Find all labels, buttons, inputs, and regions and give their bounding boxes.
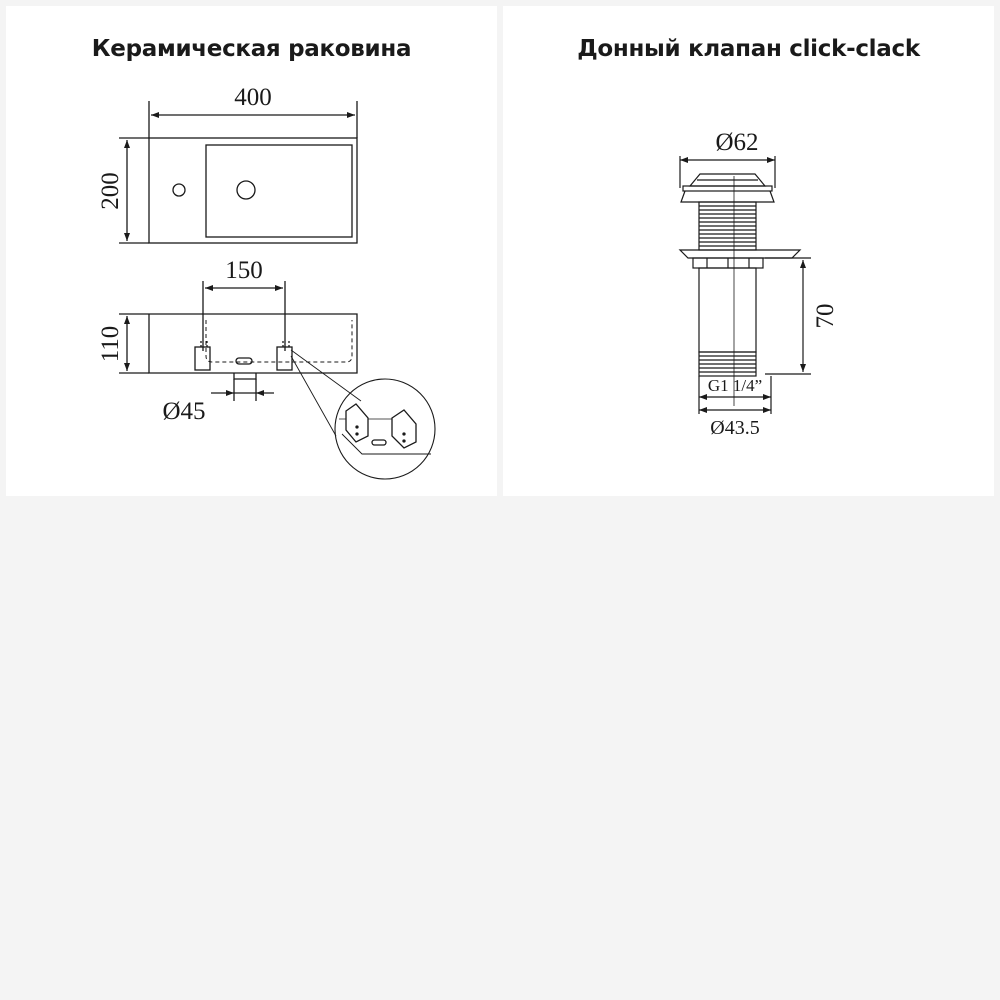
valve-title: Донный клапан click-clack bbox=[577, 36, 920, 62]
spacing-dim-label: 150 bbox=[225, 257, 263, 284]
sink-top-outline bbox=[149, 138, 357, 243]
length-dim-label: 70 bbox=[812, 303, 839, 329]
top-dim-label: Ø62 bbox=[715, 129, 759, 156]
sink-panel bbox=[6, 6, 497, 496]
thread-dim-label: G1 1/4” bbox=[707, 376, 763, 395]
bottom-dim-label: Ø43.5 bbox=[710, 417, 760, 439]
valve-tail-pipe bbox=[699, 268, 756, 352]
depth-dim-label: 200 bbox=[97, 172, 124, 210]
sink-drawing bbox=[6, 6, 497, 496]
sink-basin-outline bbox=[206, 145, 352, 237]
drain-hole bbox=[237, 181, 255, 199]
sink-side-outline bbox=[149, 314, 357, 373]
valve-threads bbox=[699, 202, 756, 250]
valve-bottom-threads bbox=[699, 352, 756, 376]
drain-dim-label: Ø45 bbox=[162, 398, 206, 425]
valve-panel bbox=[503, 6, 994, 496]
valve-drawing bbox=[503, 6, 994, 496]
height-dim-label: 110 bbox=[97, 325, 124, 363]
valve-flange bbox=[680, 250, 800, 258]
faucet-hole bbox=[173, 184, 185, 196]
sink-title: Керамическая раковина bbox=[91, 36, 412, 62]
width-dim-label: 400 bbox=[234, 84, 272, 111]
detail-magnified bbox=[339, 404, 431, 454]
